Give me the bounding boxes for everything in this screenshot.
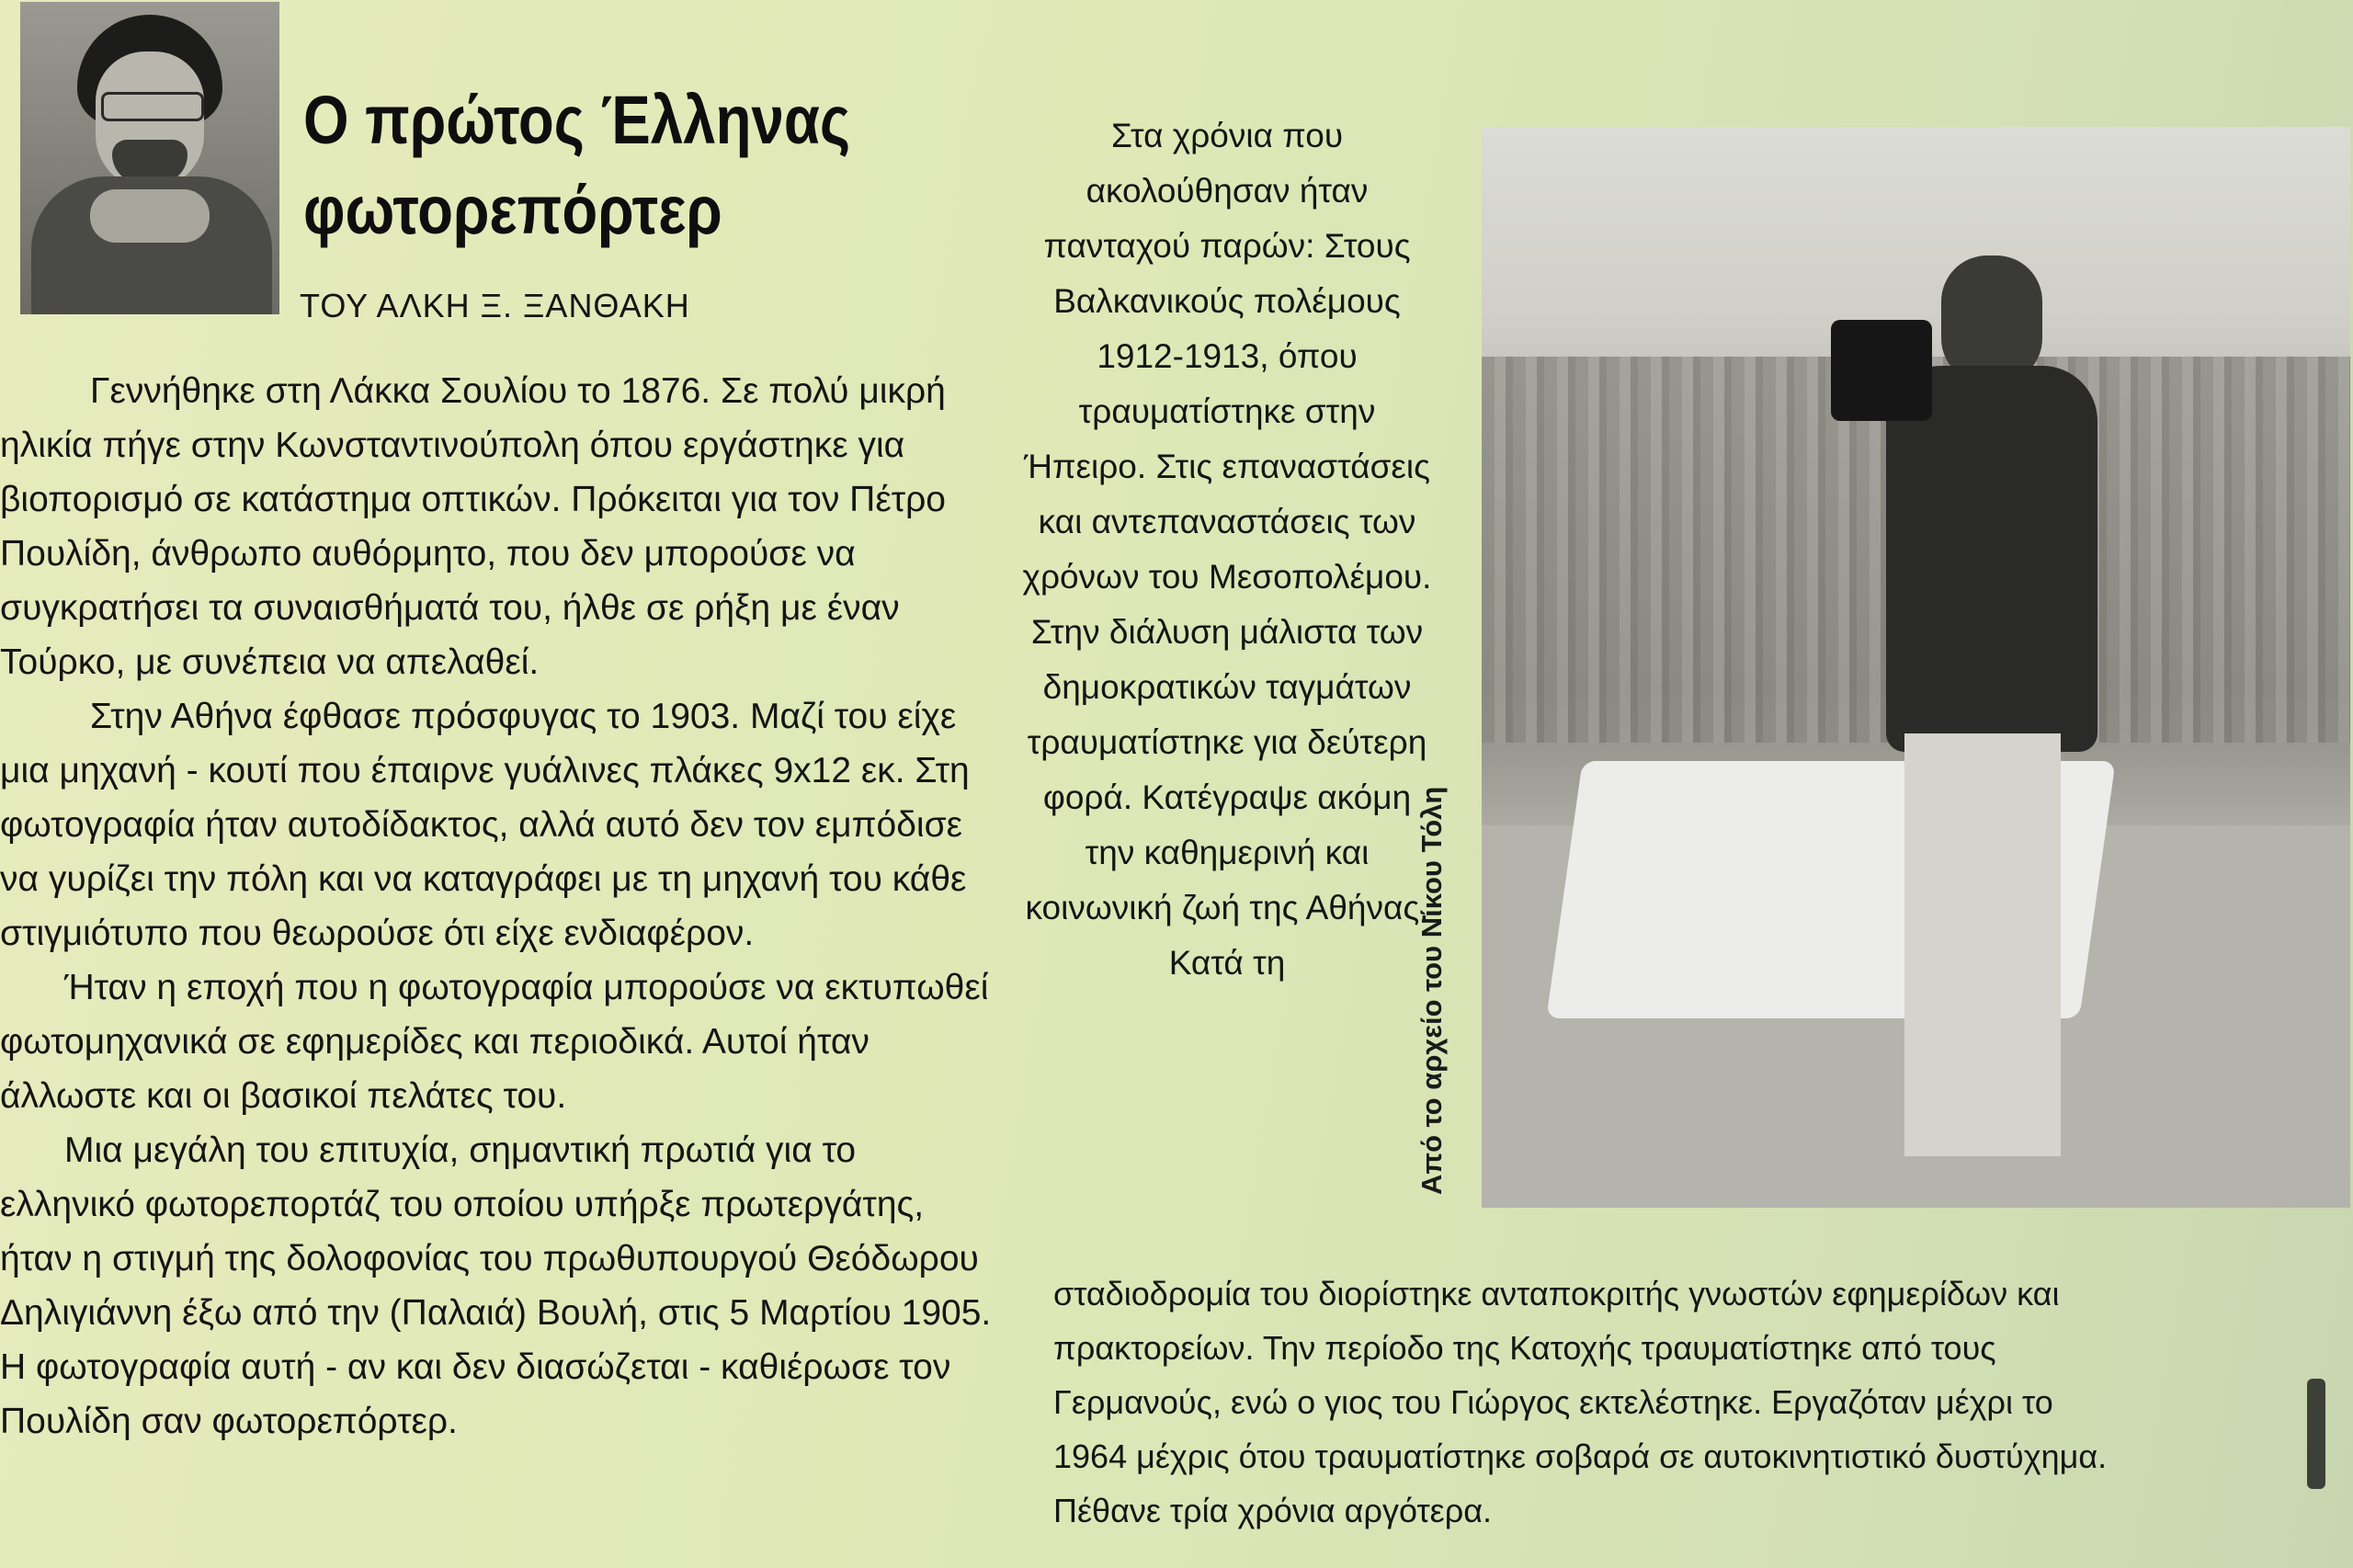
paragraph-2: Στην Αθήνα έφθασε πρόσφυγας το 1903. Μαζί του είχε μια μηχανή - κουτί που έπαιρνε γυάλινες πλάκες 9x12 εκ. Στη φωτογραφία ήταν αυτοδίδακτος, αλλά αυτό δεν τον εμπόδισε να γυρίζει την πόλη και να καταγράφει με τη μηχανή του κάθε στιγμιότυπο που θεωρούσε ότι είχε ενδιαφέρον.	[0, 697, 970, 953]
continuation-paragraph: σταδιοδρομία του διορίστηκε ανταποκριτής γνωστών εφημερίδων και πρακτορείων. Την περίοδο της Κατοχής τραυματίστηκε από τους Γερμανούς, ενώ ο γιος του Γιώργος εκτελέστηκε. Εργαζόταν μέχρι το 1964 μέχρις ότου τραυματίστηκε σοβαρά σε αυτοκινητιστικό δυστύχημα. Πέθανε τρία χρόνια αργότερα.	[1053, 1275, 2108, 1529]
title-line-2: φωτορεπόρτερ	[303, 172, 722, 248]
author-portrait	[20, 2, 279, 314]
page-edge-mark	[2307, 1379, 2325, 1489]
photographer-photo	[1482, 127, 2350, 1208]
article-body	[0, 364, 997, 1449]
sidebar-text: Στα χρόνια που ακολούθησαν ήταν πανταχού παρών: Στους Βαλκανικούς πολέμους 1912-1913, όπου τραυματίστηκε στην Ήπειρο. Στις επαναστάσεις και αντεπαναστάσεις των χρόνων του Μεσοπολέμου. Στην διάλυση μάλιστα των δημοκρατικών ταγμάτων τραυματίστηκε για δεύτερη φορά. Κατέγραψε ακόμη την καθημερινή και κοινωνική ζωή της Αθήνας. Κατά τη	[1022, 117, 1432, 982]
article-title	[303, 75, 904, 256]
sidebar-column	[1020, 108, 1434, 991]
byline: ΤΟΥ ΑΛΚΗ Ξ. ΞΑΝΘΑΚΗ	[300, 287, 690, 324]
paragraph-1: Γεννήθηκε στη Λάκκα Σουλίου το 1876. Σε πολύ μικρή ηλικία πήγε στην Κωνσταντινούπολη όπου εργάστηκε για βιοπορισμό σε κατάστημα οπτικών. Πρόκειται για τον Πέτρο Πουλίδη, άνθρωπο αυθόρμητο, που δεν μπορούσε να συγκρατήσει τα συναισθήματά του, ήλθε σε ρήξη με έναν Τούρκο, με συνέπεια να απελαθεί.	[0, 371, 946, 682]
continuation-text	[1053, 1267, 2120, 1538]
paragraph-4: Μια μεγάλη του επιτυχία, σημαντική πρωτιά για το ελληνικό φωτορεπορτάζ του οποίου υπήρξε πρωτεργάτης, ήταν η στιγμή της δολοφονίας του πρωθυπουργού Θεόδωρου Δηλιγιάννη έξω από την (Παλαιά) Βουλή, στις 5 Μαρτίου 1905. Η φωτογραφία αυτή - αν και δεν διασώζεται - καθιέρωσε τον Πουλίδη σαν φωτορεπόρτερ.	[0, 1131, 992, 1441]
paragraph-3: Ήταν η εποχή που η φωτογραφία μπορούσε να εκτυπωθεί φωτομηχανικά σε εφημερίδες και περιοδικά. Αυτοί ήταν άλλωστε και οι βασικοί πελάτες του.	[0, 968, 989, 1116]
photo-credit: Από το αρχείο του Νίκου Τόλη	[1415, 786, 1448, 1195]
title-line-1: Ο πρώτος Έλληνας	[303, 82, 851, 158]
